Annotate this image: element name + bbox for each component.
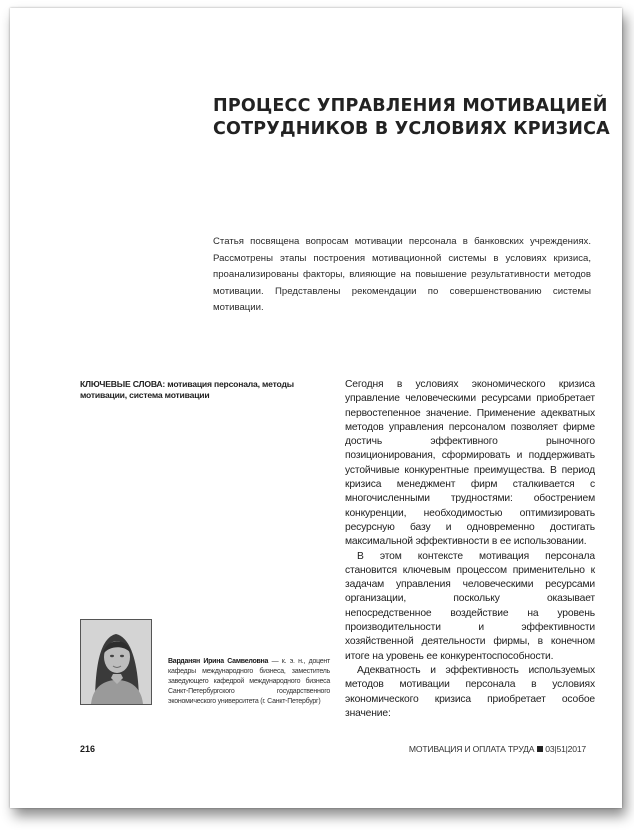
article-title-line-2: СОТРУДНИКОВ В УСЛОВИЯХ КРИЗИСА [213, 119, 610, 139]
article-title [213, 95, 613, 141]
article-body [345, 378, 595, 721]
page-number: 216 [80, 744, 96, 754]
author-info [168, 657, 330, 707]
journal-issue: 03|51|2017 [545, 744, 586, 754]
journal-page [10, 8, 622, 808]
journal-name: МОТИВАЦИЯ И ОПЛАТА ТРУДА [408, 744, 535, 754]
journal-footer [409, 744, 586, 754]
author-portrait-image [81, 620, 151, 704]
body-paragraph-1: Сегодня в условиях экономического кризиса управление человеческими ресурсами приобретает первостепенное значение. Применение адекватных методов управления персоналом позволяет фирме достичь эффективного рыночного позиционирования, сформировать и поддерживать устойчивые конкурентные преимущества. В период кризиса менеджмент фирм сталкивается с многочисленными трудностями: обострением конкуренции, необходимостью оптимизировать ресурсную базу и одновременно достигать максимальной эффективности в ее использовании. [345, 379, 595, 548]
article-title-line-1: ПРОЦЕСС УПРАВЛЕНИЯ МОТИВАЦИЕЙ [213, 96, 608, 116]
author-bio: — к. э. н., доцент кафедры международного бизнеса, заместитель заведующего кафедрой международного бизнеса Санкт-Петербургского государственного экономического университета (г. Санкт-Петербург) [168, 658, 330, 705]
author-name: Варданян Ирина Самвеловна [168, 658, 269, 665]
square-bullet-icon [537, 746, 543, 752]
article-abstract: Статья посвящена вопросам мотивации персонала в банковских учреждениях. Рассмотрены этапы построения мотивационной системы в условиях кризиса, проанализированы факторы, влияющие на повышение результативности методов мотивации. Представлены рекомендации по совершенствованию системы мотивации. [213, 236, 591, 314]
keywords-block [80, 379, 330, 401]
body-paragraph-2: В этом контексте мотивация персонала становится ключевым процессом применительно к задачам управления человеческими ресурсами организации, поскольку оказывает непосредственное воздействие на уровень производительности и эффективности хозяйственной деятельности фирмы, в конечном итоге на уровень ее конкурентоспособности. [345, 550, 595, 662]
body-paragraph-3: Адекватность и эффективность используемых методов мотивации персонала в условиях экономического кризиса приобретает особое значение: [345, 664, 595, 719]
author-photo [80, 619, 152, 705]
keywords-label: КЛЮЧЕВЫЕ СЛОВА: [80, 379, 166, 389]
keywords-list: мотивация персонала, методы мотивации, система мотивации [80, 379, 294, 400]
